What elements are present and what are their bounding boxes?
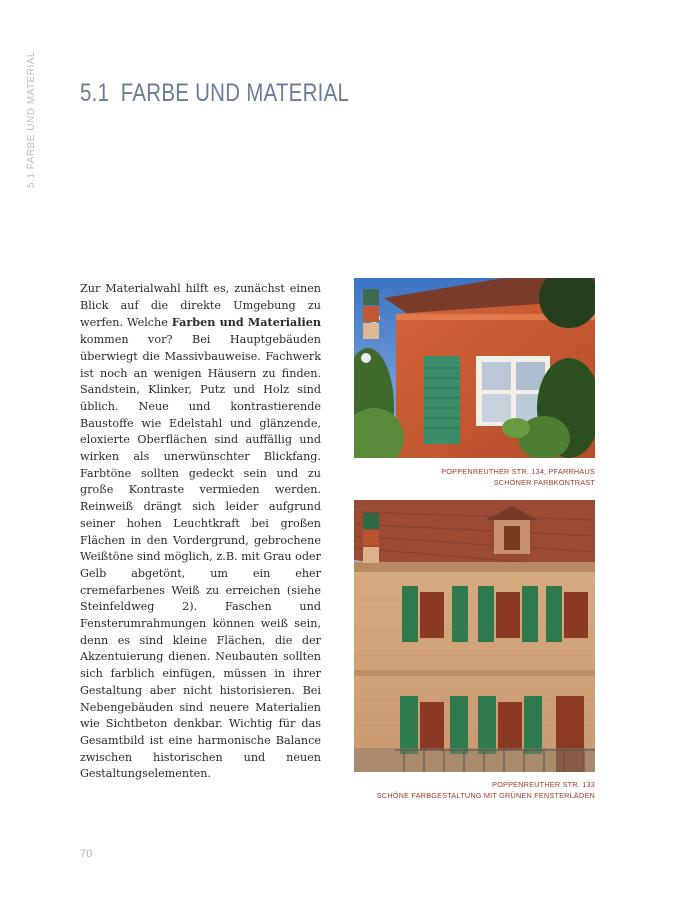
caption-1-line-1: POPPENREUTHER STR. 134, PFARRHAUS [441, 467, 595, 476]
color-swatch-orange [363, 306, 379, 322]
color-swatch-green [363, 289, 379, 305]
photo-caption-1 [441, 466, 595, 488]
body-intro: Zur Materialwahl hilft es, zunächst einen Blick auf die direkte Umgebung zu werfen. Welche [80, 282, 321, 330]
sidebar-label-text: 5.1 FARBE UND MATERIAL [26, 51, 37, 188]
body-bold-phrase: Farben und Materialien [171, 315, 321, 330]
color-swatch-beige [363, 323, 379, 339]
body-paragraph [80, 281, 321, 783]
color-swatch-green [363, 513, 379, 529]
page-title [80, 79, 349, 108]
color-swatch-red [363, 530, 379, 546]
sidebar-section-label [19, 51, 37, 188]
sandstone-house-image [354, 500, 595, 772]
caption-1-line-2: SCHÖNER FARBKONTRAST [493, 478, 595, 487]
caption-2-line-2: SCHÖNE FARBGESTALTUNG MIT GRÜNEN FENSTERLÄDEN [376, 791, 595, 800]
section-number: 5.1 [80, 79, 110, 107]
body-rest: kommen vor? Bei Hauptgebäuden überwiegt die Massivbauweise. Fachwerk ist noch an wenigen Häusern zu finden. Sandstein, Klinker, Putz und Holz sind üblich. Neue und kontrastierende Baustoffe wie Edelstahl und glänzende, eloxierte Oberflächen sind auffällig und wirken als unerwünschter Blickfang. Farbtöne sollten gedeckt sein und zu große Kontraste vermieden werden. Reinweiß drängt sich leider aufgrund seiner hohen Leuchtkraft bei großen Flächen in den Vordergrund, gebrochene Weißtöne sind möglich, z.B. mit Grau oder Gelb abgetönt, um ein eher cremefarbenes Weiß zu erreichen (siehe Steinfeldweg 2). Faschen und Fensterumrahmungen können weiß sein, denn es sind kleine Flächen, die der Akzentuierung dienen. Neubauten sollten sich farblich einfügen, müssen in ihrer Gestaltung aber nicht historisieren. Bei Nebengebäuden sind neuere Materialien wie Sichtbeton denkbar. Wichtig für das Gesamtbild ist eine harmonische Balance zwischen historischen und neuen Gestaltungselementen. [80, 333, 321, 781]
color-swatch-sand [363, 547, 379, 563]
pfarrhaus-image [354, 278, 595, 458]
page-number: 70 [80, 848, 93, 860]
photo-poppenreuther-133 [354, 500, 595, 772]
photo-pfarrhaus [354, 278, 595, 458]
photo-caption-2 [377, 779, 595, 801]
section-title: FARBE UND MATERIAL [120, 79, 350, 107]
caption-2-line-1: POPPENREUTHER STR. 133 [492, 780, 595, 789]
